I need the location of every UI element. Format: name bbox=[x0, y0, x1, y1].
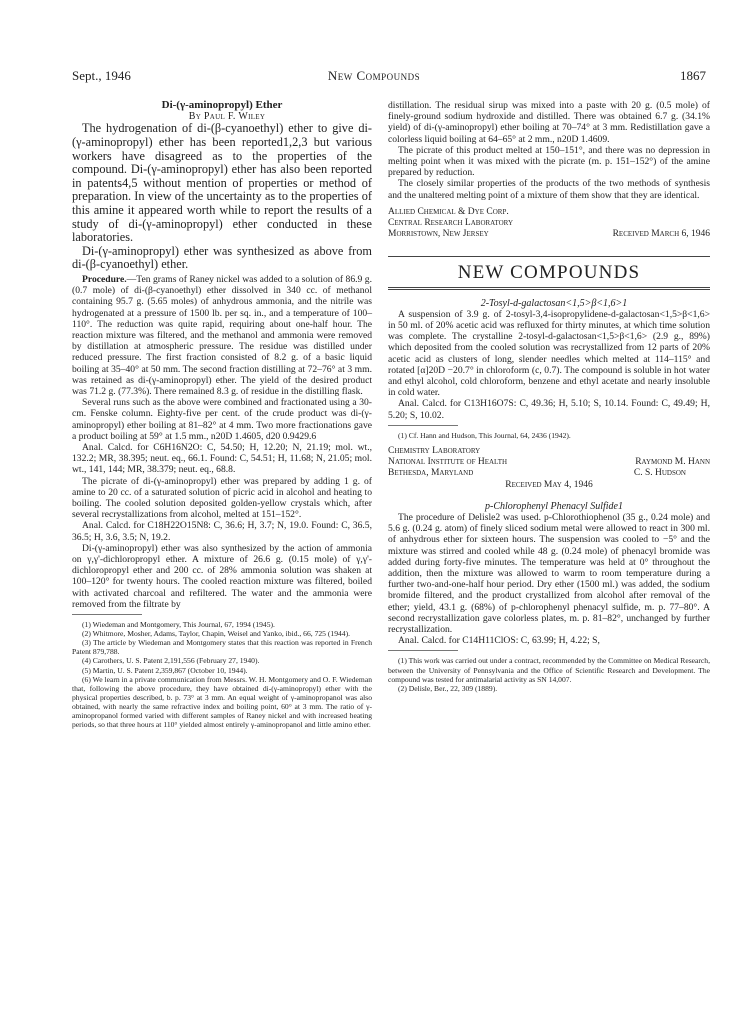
sulfide-paragraph: The procedure of Delisle2 was used. p-Chlorothiophenol (35 g., 0.24 mole) and 5.6 g. (0.24 g. atom) of finely sliced sodium metal were allowed to react in 300 ml. of anhydrous ether for sixteen hours. The suspension was cooled to −5° and the mixture was stirred and cooled while 48 g. (0.24 mole) of phenacyl bromide was added during forty-five minutes. The temperature was held at 0° throughout the addition, then the mixture was allowed to warm to room temperature during a further two-and-one-half hour period. Dry ether (1500 ml.) was added, the sodium bromide filtered, and the product crystallized from alcohol after removal of the ether; yield, 43.1 g. (68%) of p-chlorophenyl phenacyl sulfide, m. p. 77–80°. A second recrystallization gave colorless plates, m. p. 81–82°, unchanged by further recrystallization. bbox=[388, 511, 710, 636]
tosyl-paragraph: A suspension of 3.9 g. of 2-tosyl-3,4-isopropylidene-d-galactosan<1,5>β<1,6> in 50 ml. of 20% acetic acid was refluxed for thirty minutes, at which time solution was complete. The crystalline 2-tosyl-d-galactosan<1,5>β<1,6> (2.9 g., 89%) which deposited from the cooled solution was recrystallized from 12 parts of 20% acetic acid as clusters of long, slender needles which melted at 114–115° and rotated [α]20D −20.7° in chloroform (c, 0.7). The compound is soluble in hot water and ethyl alcohol, cold chloroform, benzene and ethyl acetate and nearly insoluble in cold water. bbox=[388, 308, 710, 399]
footnote: (5) Martin, U. S. Patent 2,359,867 (October 10, 1944). bbox=[82, 665, 248, 675]
lab-row-2 bbox=[388, 457, 710, 468]
footnote: (1) This work was carried out under a contract, recommended by the Committee on Medical Research, between the University of Pennsylvania and the Office of Scientific Research and Development. The compound was tested for antimalarial activity as SN 14,007. bbox=[388, 656, 710, 684]
received-date: Received May 4, 1946 bbox=[505, 479, 593, 490]
fractionation-paragraph: Several runs such as the above were combined and fractionated using a 30-cm. Fenske column. Eighty-five per cent. of the crude product was di-(γ-aminopropyl) ether boiling at 81–82° at 4 mm. Two more fractionations gave a product boiling at 59° at 1.5 mm., n20D 1.4605, d20 0.9429.6 bbox=[72, 397, 372, 442]
footnote: (2) Whitmore, Mosher, Adams, Taylor, Chapin, Weisel and Yanko, ibid., 66, 725 (1944). bbox=[82, 629, 351, 639]
footnote: (3) The article by Wiedeman and Montgomery states that this reaction was reported in French Patent 879,788. bbox=[72, 638, 372, 657]
footnote: (1) Cf. Hann and Hudson, This Journal, 64, 2436 (1942). bbox=[398, 430, 571, 440]
footnote: (6) We learn in a private communication from Messrs. W. H. Montgomery and O. F. Wiedeman that, following the above procedure, they have obtained di-(γ-aminopropyl) ether with the physical properties described, b. p. 73° at 3 mm. An equal weight of γ-aminopropanol was also obtained, with nearly the same refractive index and boiling point, 60° at 3 mm. The ratio of γ-aminopropanol formed varied with different samples of Raney nickel and with increased heating periods, so that three hours at 110° yielded almost entirely γ-aminopropanol and little amino ether. bbox=[72, 674, 372, 730]
procedure-label: Procedure. bbox=[82, 273, 127, 285]
footnote-divider bbox=[388, 650, 458, 651]
analysis-3: Anal. Calcd. for C13H16O7S: C, 49.36; H, 5.10; S, 10.14. Found: C, 49.49; H, 5.20; S, 10.02. bbox=[388, 398, 710, 421]
section-divider-top bbox=[388, 256, 710, 257]
picrate-comparison: The picrate of this product melted at 150–151°, and there was no depression in melting point when it was mixed with the picrate (m. p. 151–152°) of the amine prepared by reduction. bbox=[388, 144, 710, 179]
author-name: Raymond M. Hann bbox=[635, 457, 710, 468]
footnote-divider bbox=[72, 614, 142, 615]
section-heading: NEW COMPOUNDS bbox=[457, 262, 641, 284]
footnotes bbox=[72, 620, 372, 729]
procedure-paragraph bbox=[72, 274, 372, 397]
lab-name: Chemistry Laboratory bbox=[388, 445, 481, 456]
affiliation-lab: Central Research Laboratory bbox=[388, 218, 513, 229]
article-title: Di-(γ-aminopropyl) Ether bbox=[161, 99, 283, 111]
page-number: 1867 bbox=[680, 68, 706, 83]
alt-synthesis-paragraph: Di-(γ-aminopropyl) ether was also synthesized by the action of ammonia on γ,γ'-dichloropropyl ether. A mixture of 26.6 g. (0.15 mole) of γ,γ'-dichloropropyl ether and 200 cc. of 28% ammonia solution was shaken at 100–120° for twenty hours. The cooled reaction mixture was filtered, boiled with activated charcoal and refiltered. The water and the ammonia were removed from the filtrate by bbox=[72, 542, 372, 610]
continued-paragraph: distillation. The residual sirup was mixed into a paste with 20 g. (0.5 mole) of finely-ground sodium hydroxide and distilled. There was obtained 6.7 g. (34.1% yield) of di-(γ-aminopropyl) ether boiling at 70–74° at 3 mm. Redistillation gave a colorless liquid boiling at 64–65° at 2 mm., n20D 1.4609. bbox=[388, 100, 710, 145]
affiliation-company: Allied Chemical & Dye Corp. bbox=[388, 206, 509, 217]
footnote-divider bbox=[388, 425, 458, 426]
footnotes bbox=[388, 656, 710, 692]
running-date: Sept., 1946 bbox=[72, 68, 131, 83]
analysis-1: Anal. Calcd. for C6H16N2O: C, 54.50; H, 12.20; N, 21.19; mol. wt., 132.2; MR, 38.395; neut. eq., 66.1. Found: C, 54.51; H, 11.68; N, 21.05; mol. wt., 141, 144; MR, 38.379; neut. eq., 68.8. bbox=[72, 441, 372, 476]
right-column bbox=[388, 100, 710, 693]
affiliation-city: Morristown, New Jersey bbox=[388, 229, 489, 240]
running-title: New Compounds bbox=[327, 68, 421, 83]
received-date: Received March 6, 1946 bbox=[612, 229, 710, 240]
footnote: (4) Carothers, U. S. Patent 2,191,556 (February 27, 1940). bbox=[82, 656, 260, 666]
section-divider-bottom bbox=[388, 287, 710, 290]
intro-paragraph: The hydrogenation of di-(β-cyanoethyl) ether to give di-(γ-aminopropyl) ether has been reported1,2,3 but various workers have disagreed as to the properties of the compound. Di-(γ-aminopropyl) ether has also been reported in patents4,5 without mention of properties or method of preparation. In view of the uncertainty as to the properties of this amine it appeared worth while to report the results of a study of di-(γ-aminopropyl) ether conducted in these laboratories. bbox=[72, 121, 372, 245]
compound-title-2: p-Chlorophenyl Phenacyl Sulfide1 bbox=[485, 500, 623, 512]
picrate-paragraph: The picrate of di-(γ-aminopropyl) ether was prepared by adding 1 g. of amine to 20 cc. of a saturated solution of picric acid in alcohol and heating to boiling. The cooled solution deposited golden-yellow crystals which, after several recrystallizations from alcohol, melted at 151–152°. bbox=[72, 475, 372, 521]
footnote: (1) Wiedeman and Montgomery, This Journal, 67, 1994 (1945). bbox=[82, 620, 275, 630]
conclusion-paragraph: The closely similar properties of the products of the two methods of synthesis and the unaltered melting point of a mixture of them show that they are identical. bbox=[388, 178, 710, 201]
analysis-2: Anal. Calcd. for C18H22O15N8: C, 36.6; H, 3.7; N, 19.0. Found: C, 36.5, 36.5; H, 3.6, 3.5; N, 19.2. bbox=[72, 520, 372, 543]
footnote: (2) Delisle, Ber., 22, 309 (1889). bbox=[398, 683, 498, 693]
analysis-4: Anal. Calcd. for C14H11ClOS: C, 63.99; H, 4.22; S, bbox=[398, 635, 600, 647]
lab-row-3 bbox=[388, 468, 710, 479]
procedure-text: —Ten grams of Raney nickel was added to a solution of 86.9 g. (0.7 mole) of di-(β-cyanoethyl) ether dissolved in 340 cc. of methanol containing 95.7 g. (5.65 moles) of anhydrous ammonia, and the nitrile was hydrogenated at a pressure of 1500 lb. per sq. in., and a temperature of 100–110°. The reduction was quite rapid, requiring about one-half hour. The reaction mixture was filtered, and the methanol and ammonia were removed by distillation at atmospheric pressure. The residue was distilled under reduced pressure. The first fraction consisted of 8.2 g. of a basic liquid boiling at 35–40° at 50 mm. The second fraction distilling at 72–76° at 3 mm. was retained as di-(γ-aminopropyl) ether. The yield of the desired product was 71.2 g. (77.3%). There remained 8.3 g. of residue in the distilling flask. bbox=[72, 273, 372, 397]
lab-institute: National Institute of Health bbox=[388, 457, 508, 468]
left-column bbox=[72, 100, 372, 729]
article-author: By Paul F. Wiley bbox=[188, 111, 266, 123]
lab-location: Bethesda, Maryland bbox=[388, 468, 474, 479]
affiliation-location-row bbox=[388, 229, 710, 240]
intro-paragraph-2: Di-(γ-aminopropyl) ether was synthesized as above from di-(β-cyanoethyl) ether. bbox=[72, 243, 372, 272]
author-name: C. S. Hudson bbox=[633, 468, 686, 479]
compound-title-1: 2-Tosyl-d-galactosan<1,5>β<1,6>1 bbox=[480, 297, 628, 309]
